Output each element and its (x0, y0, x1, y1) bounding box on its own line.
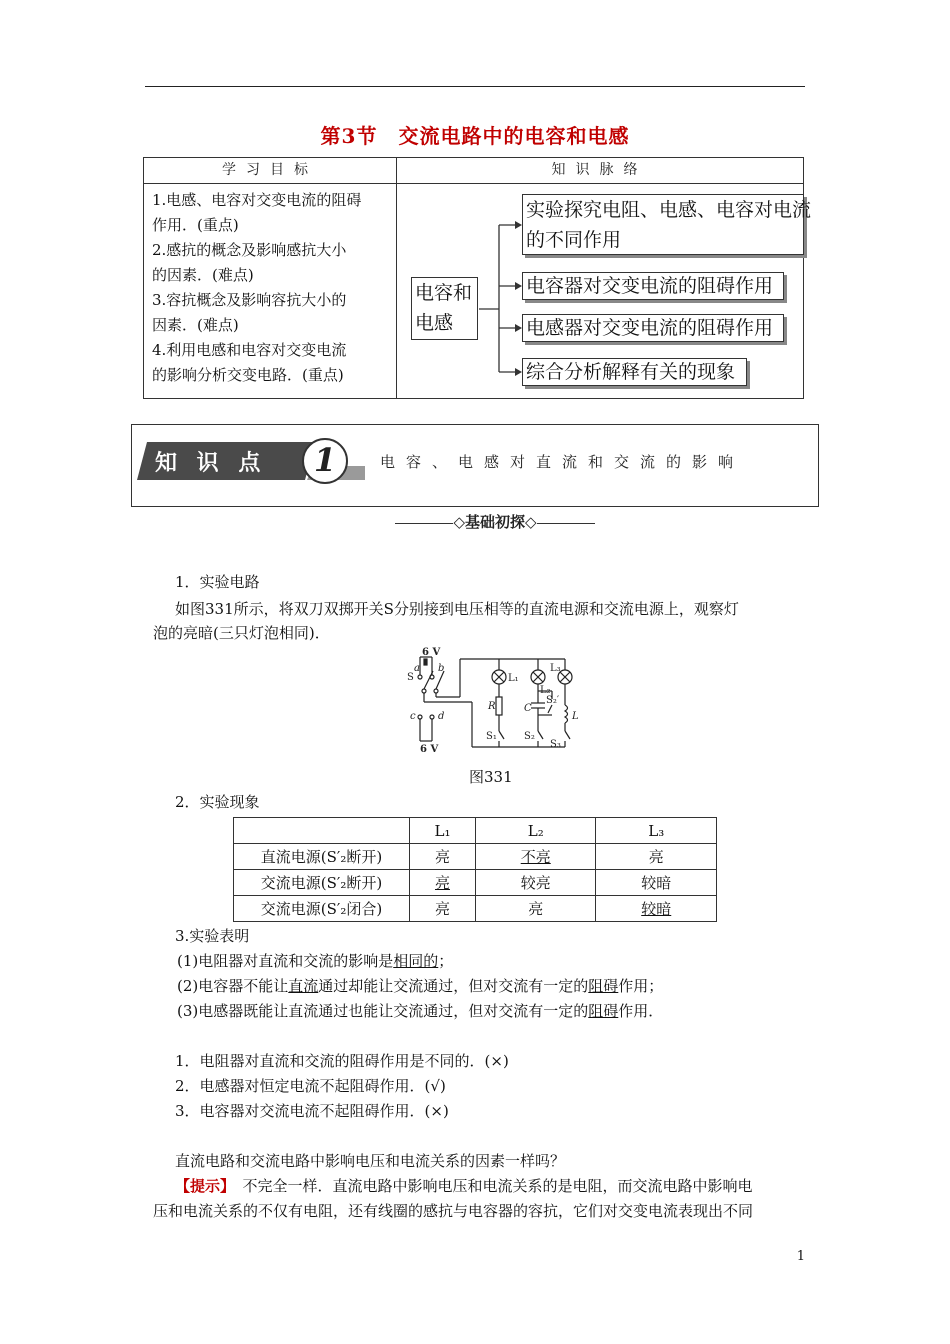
circuit-label: 6 V (422, 647, 441, 658)
circuit-label: S₂′ (546, 695, 560, 706)
conclusion-line: (2)电容器不能让直流通过却能让交流通过，但对交流有一定的阻碍作用； (177, 977, 664, 995)
header-rule (145, 86, 805, 87)
table-cell: 亮 (410, 870, 476, 896)
goal-line: 作用．(重点) (152, 216, 239, 234)
map-branch-analysis: 综合分析解释有关的现象 (522, 358, 747, 386)
goal-line: 2.感抗的概念及影响感抗大小 (152, 241, 347, 259)
circuit-label: c (410, 711, 416, 722)
table-cell: 交流电源(S′₂断开) (234, 870, 410, 896)
figure-caption: 图331 (469, 768, 513, 786)
section-divider: ◇基础初探◇ (360, 511, 630, 532)
table-cell: 较暗 (596, 870, 717, 896)
question: 直流电路和交流电路中影响电压和电流关系的因素一样吗？ (175, 1152, 566, 1170)
results-table (233, 817, 717, 922)
table-cell: 交流电源(S′₂闭合) (234, 896, 410, 922)
map-branch-inductor: 电感器对交变电流的阻碍作用 (522, 314, 784, 342)
table-cell: 亮 (596, 844, 717, 870)
circuit-label: L₁ (508, 673, 519, 684)
table-row (234, 870, 717, 896)
table-cell: 亮 (410, 844, 476, 870)
judgment-item: 2．电感器对恒定电流不起阻碍作用．(√) (175, 1077, 446, 1095)
goal-line: 1.电感、电容对交变电流的阻碍 (152, 191, 362, 209)
hint-line: 压和电流关系的不仅有电阻，还有线圈的感抗与电容器的容抗，它们对交变电流表现出不同 (153, 1202, 754, 1220)
circuit-label: L₂ (540, 685, 551, 696)
knowledge-point-label: 知 识 点 (155, 451, 267, 476)
conclusion-line: (1)电阻器对直流和交流的影响是相同的； (177, 952, 454, 970)
circuit-label: S₂ (524, 731, 535, 742)
map-branch-experiment: 实验探究电阻、电感、电容对电流 的不同作用 (522, 194, 804, 255)
knowledge-point-title: 电容、电感对直流和交流的影响 (380, 453, 745, 471)
table-cell: 直流电源(S′₂断开) (234, 844, 410, 870)
goal-line: 的影响分析交变电路．(重点) (152, 366, 344, 384)
table-cell: 不亮 (475, 844, 596, 870)
goal-line: 的因素．(难点) (152, 266, 254, 284)
heading-conclusion: 3.实验表明 (175, 927, 250, 945)
table-cell: 亮 (410, 896, 476, 922)
circuit-label: 6 V (420, 744, 439, 755)
table-header-cell: L₁ (410, 818, 476, 844)
circuit-label: S₁ (486, 731, 497, 742)
map-root: 电容和 电感 (411, 277, 478, 340)
hint-line: 【提示】 不完全一样．直流电路中影响电压和电流关系的是电阻，而交流电路中影响电 (175, 1177, 753, 1195)
knowledge-map-header: 知识脉络 (396, 158, 803, 184)
table-header-cell: L₃ (596, 818, 717, 844)
goal-line: 因素．(难点) (152, 316, 239, 334)
circuit-label: S₃ (550, 739, 561, 750)
judgment-item: 1．电阻器对直流和交流的阻碍作用是不同的．(×) (175, 1052, 509, 1070)
circuit-label: S (407, 672, 414, 683)
section-label: 基础初探 (464, 513, 525, 531)
judgment-item: 3．电容器对交流电流不起阻碍作用．(×) (175, 1102, 449, 1120)
page-title: 第3节 交流电路中的电容和电感 (320, 124, 630, 148)
circuit-label: C (524, 703, 532, 714)
circuit-label: L₃ (550, 663, 561, 674)
circuit-label: d (438, 711, 445, 722)
circuit-label: b (438, 663, 445, 674)
objectives-header: 学习目标 (144, 158, 396, 184)
knowledge-point-number: 1 (313, 441, 337, 479)
paragraph-line: 泡的亮暗(三只灯泡相同)． (153, 624, 330, 642)
goal-line: 3.容抗概念及影响容抗大小的 (152, 291, 347, 309)
table-row (234, 896, 717, 922)
goal-line: 4.利用电感和电容对交变电流 (152, 341, 347, 359)
table-row (234, 818, 717, 844)
table-header-cell: L₂ (475, 818, 596, 844)
paragraph-line: 如图331所示，将双刀双掷开关S分别接到电压相等的直流电源和交流电源上，观察灯 (175, 600, 739, 618)
table-cell: 亮 (475, 896, 596, 922)
page-number: 1 (796, 1249, 805, 1264)
circuit-label: L (572, 711, 579, 722)
circuit-diagram (400, 647, 590, 757)
conclusion-line: (3)电感器既能让直流通过也能让交流通过，但对交流有一定的阻碍作用． (177, 1002, 664, 1020)
heading-circuit: 1．实验电路 (175, 573, 260, 591)
map-branch-capacitor: 电容器对交变电流的阻碍作用 (522, 272, 784, 300)
table-cell: 较暗 (596, 896, 717, 922)
table-row (234, 844, 717, 870)
hint-label: 【提示】 (175, 1177, 228, 1195)
table-cell (234, 818, 410, 844)
objectives-table (143, 157, 812, 399)
heading-phenomena: 2．实验现象 (175, 793, 260, 811)
circuit-label: a (414, 663, 420, 674)
circuit-label: R (488, 701, 496, 712)
table-cell: 较亮 (475, 870, 596, 896)
